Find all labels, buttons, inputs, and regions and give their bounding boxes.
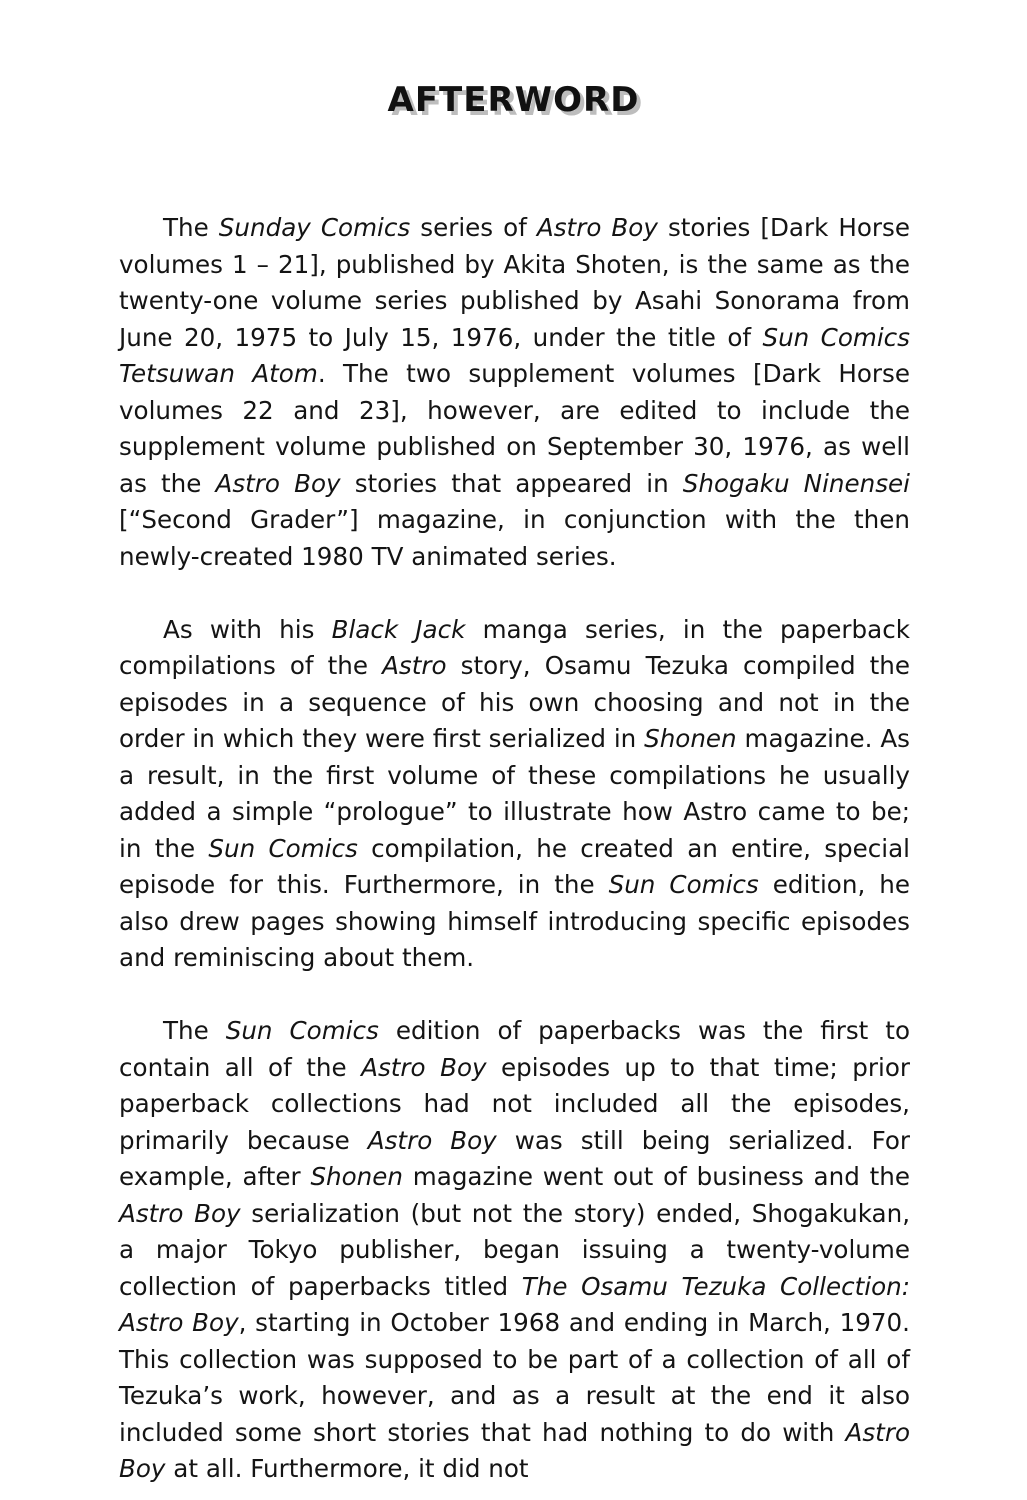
- text-run: compilation, he created an entire, special episode for this. Furthermore, in the: [119, 833, 911, 899]
- italic-title-run: Astro Boy: [119, 1417, 910, 1483]
- italic-title-run: Shogaku Ninensei: [682, 468, 910, 498]
- italic-title-run: Shonen: [310, 1162, 403, 1191]
- italic-title-run: Sun Comics: [225, 1016, 379, 1045]
- text-run: was still being serialized. For example, after: [119, 1125, 910, 1191]
- text-run: The: [163, 1016, 226, 1045]
- text-run: stories that appeared in: [340, 468, 683, 498]
- paragraph-3: [119, 1013, 910, 1488]
- text-run: magazine went out of business and the: [403, 1162, 910, 1191]
- text-run: at all. Furthermore, it did not: [165, 1454, 529, 1483]
- text-run: episodes up to that time; prior paperback collections had not included all the episodes, primarily because: [119, 1052, 910, 1155]
- italic-title-run: Sunday Comics: [218, 213, 411, 242]
- text-run: series of: [410, 213, 537, 242]
- italic-title-run: Astro Boy: [367, 1125, 497, 1155]
- text-run: , starting in October 1968 and ending in March, 1970. This collection was supposed to be part of a collection of all of Tezuka’s work, however, and as a result at the end it also included some short stories that had nothing to do with: [119, 1308, 910, 1447]
- paragraph-1: [119, 210, 910, 575]
- text-run: serialization (but not the story) ended, Shogakukan, a major Tokyo publisher, began issuing a twenty-volume collection of paperbacks titled: [119, 1198, 911, 1301]
- italic-title-run: The Osamu Tezuka Collection: Astro Boy: [119, 1271, 910, 1337]
- italic-title-run: Astro Boy: [536, 213, 658, 242]
- text-run: As with his: [163, 614, 332, 644]
- italic-title-run: Sun Comics: [208, 833, 358, 863]
- text-run: manga series, in the paperback compilations of the: [119, 614, 910, 680]
- page-title: AFTERWORD: [387, 80, 640, 120]
- body-text: [119, 210, 910, 1500]
- text-run: . The two supplement volumes [Dark Horse volumes 22 and 23], however, are edited to include the supplement volume published on September 30, 1976, as well as the: [119, 359, 910, 498]
- italic-title-run: Astro: [382, 651, 447, 680]
- text-run: edition of paperbacks was the first to contain all of the: [119, 1016, 910, 1082]
- text-run: edition, he also drew pages showing himself introducing specific episodes and reminiscing about them.: [119, 870, 910, 972]
- text-run: stories [Dark Horse volumes 1 – 21], published by Akita Shoten, is the same as the twenty-one volume series published by Asahi Sonorama from June 20, 1975 to July 15, 1976, under the title of: [119, 213, 910, 352]
- text-run: The: [163, 213, 219, 242]
- text-run: [“Second Grader”] magazine, in conjunction with the then newly-created 1980 TV animated series.: [119, 505, 910, 571]
- italic-title-run: Black Jack: [331, 614, 466, 644]
- italic-title-run: Sun Comics: [608, 870, 759, 899]
- text-run: story, Osamu Tezuka compiled the episodes in a sequence of his own choosing and not in the order in which they were first serialized in: [119, 651, 910, 753]
- italic-title-run: Astro Boy: [361, 1052, 487, 1082]
- italic-title-run: Astro Boy: [215, 468, 341, 498]
- italic-title-run: Astro Boy: [119, 1198, 241, 1228]
- text-run: magazine. As a result, in the first volume of these compilations he usually added a simple “prologue” to illustrate how Astro came to be; in the: [119, 724, 910, 863]
- paragraph-2: [119, 612, 910, 977]
- italic-title-run: Shonen: [644, 724, 737, 753]
- italic-title-run: Sun Comics Tetsuwan Atom: [119, 322, 910, 388]
